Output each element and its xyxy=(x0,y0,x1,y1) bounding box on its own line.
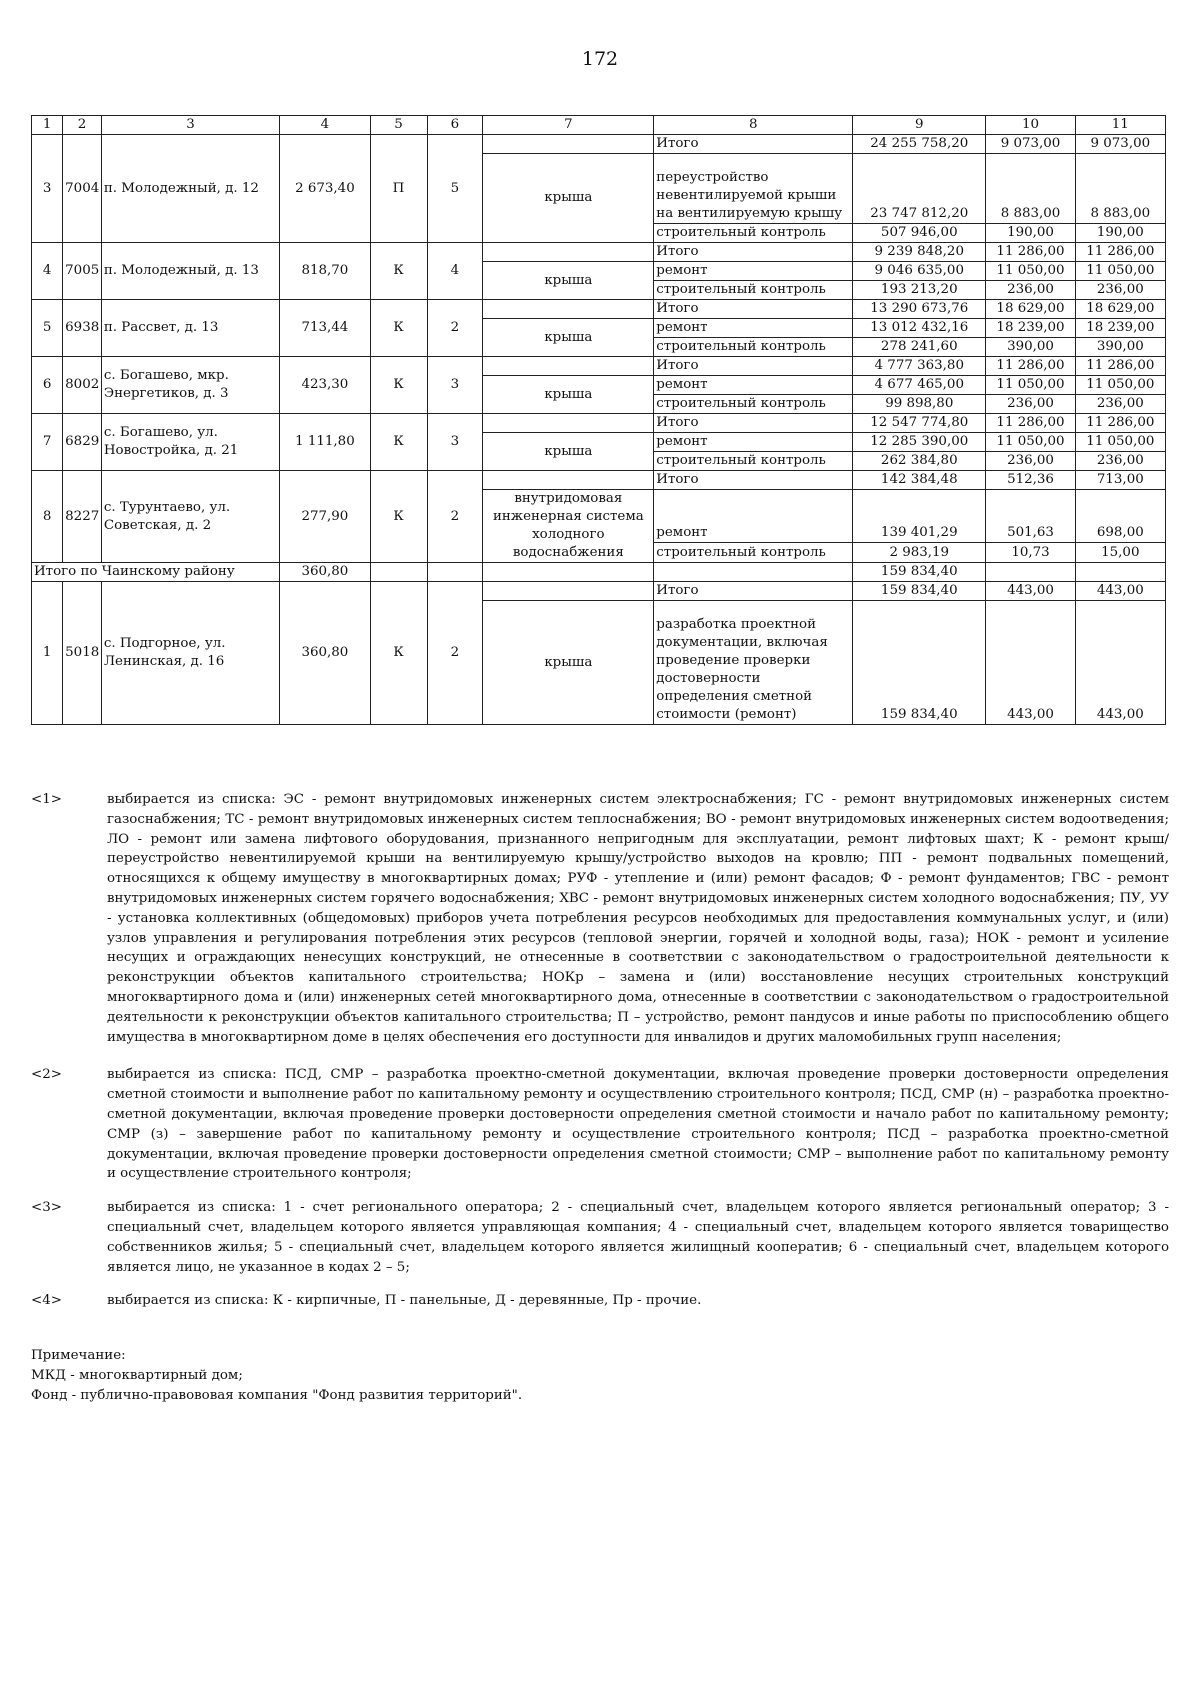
control-cost: 262 384,80 xyxy=(853,452,986,471)
structural-element: крыша xyxy=(483,319,654,357)
row-number: 6 xyxy=(32,357,63,414)
floors-count: 3 xyxy=(427,357,483,414)
repair-table xyxy=(31,115,1166,725)
work-cost: 12 285 390,00 xyxy=(853,433,986,452)
itogo-label: Итого xyxy=(654,300,853,319)
house-address: п. Молодежный, д. 12 xyxy=(101,135,279,243)
itogo-unit-cost: 11 286,00 xyxy=(986,243,1075,262)
footnote-3 xyxy=(31,1198,1169,1277)
itogo-cost: 4 777 363,80 xyxy=(853,357,986,376)
column-header: 4 xyxy=(280,116,370,135)
row-number: 1 xyxy=(32,582,63,725)
house-area: 423,30 xyxy=(280,357,370,414)
house-code: 7004 xyxy=(63,135,102,243)
control-limit: 236,00 xyxy=(1075,281,1165,300)
work-type: переустройство невентилируемой крыши на вентилируемую крышу xyxy=(654,154,853,224)
work-type: ремонт xyxy=(654,319,853,338)
control-cost: 507 946,00 xyxy=(853,224,986,243)
structural-element: крыша xyxy=(483,433,654,471)
footnote-key: <4> xyxy=(31,1293,62,1309)
control-limit: 190,00 xyxy=(1075,224,1165,243)
itogo-limit: 713,00 xyxy=(1075,471,1165,490)
house-address: с. Богашево, ул. Новостройка, д. 21 xyxy=(101,414,279,471)
itogo-cost: 142 384,48 xyxy=(853,471,986,490)
wall-material: К xyxy=(370,582,427,725)
house-area: 818,70 xyxy=(280,243,370,300)
work-limit: 11 050,00 xyxy=(1075,376,1165,395)
remarks-title: Примечание: xyxy=(31,1348,126,1363)
control-type: строительный контроль xyxy=(654,395,853,414)
house-area: 360,80 xyxy=(280,582,370,725)
itogo-label: Итого xyxy=(654,414,853,433)
footnote-2 xyxy=(31,1065,1169,1184)
control-cost: 278 241,60 xyxy=(853,338,986,357)
row-number: 8 xyxy=(32,471,63,563)
control-type: строительный контроль xyxy=(654,224,853,243)
work-cost: 4 677 465,00 xyxy=(853,376,986,395)
work-type: разработка проектной документации, включая проведение проверки достоверности определения сметной стоимости (ремонт) xyxy=(654,601,853,725)
footnote-text: выбирается из списка: ЭС - ремонт внутридомовых инженерных систем электроснабжения; ГС - ремонт внутридомовых инженерных систем газоснабжения; ТС - ремонт внутридомовых инженерных систем теплоснабжения; ВО - ремонт внутридомовых инженерных систем водоотведения; ЛО - ремонт или замена лифтового оборудования, признанного непригодным для эксплуатации, ремонт лифтовых шахт; К - ремонт крыш/переустройство невентилируемой крыши на вентилируемую крышу/устройство выходов на кровлю; ПП - ремонт подвальных помещений, относящихся к общему имуществу в многоквартирных домах; РУФ - утепление и (или) ремонт фасадов; Ф - ремонт фундаментов; ГВС - ремонт внутридомовых инженерных систем горячего водоснабжения; ХВС - ремонт внутридомовых инженерных систем холодного водоснабжения; ПУ, УУ - установка коллективных (общедомовых) приборов учета потребления ресурсов необходимых для предоставления коммунальных услуг, и (или) узлов управления и регулирования потребления этих ресурсов (тепловой энергии, горячей и холодной воды, газа); НОК - ремонт и усиление несущих и ограждающих ненесущих конструкций, не отнесенные в соответствии с законодательством о градостроительной деятельности к реконструкции объектов капитального строительства; НОКр – замена и (или) восстановление несущих строительных конструкций многоквартирного дома и (или) инженерных сетей многоквартирного дома, отнесенные в соответствии с законодательством о градостроительной деятельности к реконструкции объектов капитального строительства; П – устройство, ремонт пандусов и иные работы по приспособлению общего имущества в многоквартирном доме в целях обеспечения его доступности для инвалидов и других маломобильных групп населения; xyxy=(107,792,1169,1045)
itogo-cost: 24 255 758,20 xyxy=(853,135,986,154)
wall-material: К xyxy=(370,357,427,414)
house-code: 7005 xyxy=(63,243,102,300)
floors-count: 2 xyxy=(427,471,483,563)
control-unit-cost: 10,73 xyxy=(986,542,1075,562)
itogo-label: Итого xyxy=(654,471,853,490)
column-header: 8 xyxy=(654,116,853,135)
empty-cell xyxy=(483,582,654,601)
itogo-limit: 11 286,00 xyxy=(1075,357,1165,376)
itogo-limit: 443,00 xyxy=(1075,582,1165,601)
house-code: 6829 xyxy=(63,414,102,471)
empty-cell xyxy=(483,414,654,433)
work-unit-cost: 11 050,00 xyxy=(986,433,1075,452)
work-limit: 18 239,00 xyxy=(1075,319,1165,338)
wall-material: К xyxy=(370,300,427,357)
work-type: ремонт xyxy=(654,490,853,543)
page-number: 172 xyxy=(581,48,619,70)
control-cost: 193 213,20 xyxy=(853,281,986,300)
itogo-unit-cost: 512,36 xyxy=(986,471,1075,490)
house-code: 6938 xyxy=(63,300,102,357)
empty-cell xyxy=(483,563,654,582)
itogo-label: Итого xyxy=(654,582,853,601)
itogo-cost: 9 239 848,20 xyxy=(853,243,986,262)
work-limit: 8 883,00 xyxy=(1075,154,1165,224)
work-unit-cost: 443,00 xyxy=(986,601,1075,725)
column-header: 7 xyxy=(483,116,654,135)
floors-count: 2 xyxy=(427,582,483,725)
work-cost: 9 046 635,00 xyxy=(853,262,986,281)
structural-element: крыша xyxy=(483,154,654,243)
footnote-1 xyxy=(31,790,1169,1047)
empty-cell xyxy=(483,300,654,319)
district-total-area: 360,80 xyxy=(280,563,370,582)
work-unit-cost: 501,63 xyxy=(986,490,1075,543)
itogo-limit: 11 286,00 xyxy=(1075,243,1165,262)
row-number: 4 xyxy=(32,243,63,300)
work-unit-cost: 11 050,00 xyxy=(986,262,1075,281)
empty-cell xyxy=(654,563,853,582)
empty-cell xyxy=(427,563,483,582)
house-area: 1 111,80 xyxy=(280,414,370,471)
control-type: строительный контроль xyxy=(654,452,853,471)
work-cost: 23 747 812,20 xyxy=(853,154,986,224)
district-total-cost: 159 834,40 xyxy=(853,563,986,582)
floors-count: 2 xyxy=(427,300,483,357)
itogo-cost: 12 547 774,80 xyxy=(853,414,986,433)
column-header: 9 xyxy=(853,116,986,135)
work-unit-cost: 11 050,00 xyxy=(986,376,1075,395)
floors-count: 5 xyxy=(427,135,483,243)
empty-cell xyxy=(483,357,654,376)
itogo-unit-cost: 9 073,00 xyxy=(986,135,1075,154)
work-unit-cost: 18 239,00 xyxy=(986,319,1075,338)
structural-element: крыша xyxy=(483,376,654,414)
work-type: ремонт xyxy=(654,376,853,395)
house-code: 8227 xyxy=(63,471,102,563)
house-address: с. Турунтаево, ул. Советская, д. 2 xyxy=(101,471,279,563)
house-code: 8002 xyxy=(63,357,102,414)
work-limit: 698,00 xyxy=(1075,490,1165,543)
itogo-unit-cost: 443,00 xyxy=(986,582,1075,601)
floors-count: 4 xyxy=(427,243,483,300)
itogo-unit-cost: 18 629,00 xyxy=(986,300,1075,319)
empty-cell xyxy=(370,563,427,582)
empty-cell xyxy=(483,135,654,154)
house-area: 713,44 xyxy=(280,300,370,357)
wall-material: К xyxy=(370,471,427,563)
control-limit: 15,00 xyxy=(1075,542,1165,562)
control-unit-cost: 236,00 xyxy=(986,452,1075,471)
footnote-text: выбирается из списка: К - кирпичные, П - панельные, Д - деревянные, Пр - прочие. xyxy=(107,1293,702,1309)
house-address: п. Рассвет, д. 13 xyxy=(101,300,279,357)
control-cost: 99 898,80 xyxy=(853,395,986,414)
footnotes xyxy=(31,790,1169,1325)
work-cost: 139 401,29 xyxy=(853,490,986,543)
itogo-cost: 13 290 673,76 xyxy=(853,300,986,319)
itogo-unit-cost: 11 286,00 xyxy=(986,357,1075,376)
control-type: строительный контроль xyxy=(654,281,853,300)
itogo-label: Итого xyxy=(654,135,853,154)
house-code: 5018 xyxy=(63,582,102,725)
work-cost: 13 012 432,16 xyxy=(853,319,986,338)
house-area: 2 673,40 xyxy=(280,135,370,243)
footnote-key: <2> xyxy=(31,1067,62,1083)
district-total-label: Итого по Чаинскому району xyxy=(32,563,280,582)
control-cost: 2 983,19 xyxy=(853,542,986,562)
column-header: 1 xyxy=(32,116,63,135)
column-header: 11 xyxy=(1075,116,1165,135)
wall-material: П xyxy=(370,135,427,243)
house-address: с. Подгорное, ул. Ленинская, д. 16 xyxy=(101,582,279,725)
footnote-text: выбирается из списка: ПСД, СМР – разработка проектно-сметной документации, включая проведение проверки достоверности определения сметной стоимости и выполнение работ по капитальному ремонту и осуществлению строительного контроля; ПСД, СМР (н) – разработка проектно-сметной документации, включая проведение проверки достоверности определения сметной стоимости и начало работ по капитальному ремонту; СМР (з) – завершение работ по капитальному ремонту и осуществление строительного контроля; ПСД – разработка проектно-сметной документации, включая проведение проверки достоверности определения сметной стоимости; СМР – выполнение работ по капитальному ремонту и осуществление строительного контроля; xyxy=(107,1067,1169,1182)
work-type: ремонт xyxy=(654,433,853,452)
remarks xyxy=(31,1346,522,1406)
empty-cell xyxy=(483,471,654,490)
house-address: с. Богашево, мкр. Энергетиков, д. 3 xyxy=(101,357,279,414)
remark-line: МКД - многоквартирный дом; xyxy=(31,1368,243,1383)
column-header: 5 xyxy=(370,116,427,135)
row-number: 5 xyxy=(32,300,63,357)
itogo-label: Итого xyxy=(654,243,853,262)
work-limit: 11 050,00 xyxy=(1075,262,1165,281)
structural-element: внутридомовая инженерная система холодного водоснабжения xyxy=(483,490,654,563)
work-type: ремонт xyxy=(654,262,853,281)
column-header: 2 xyxy=(63,116,102,135)
itogo-limit: 9 073,00 xyxy=(1075,135,1165,154)
control-unit-cost: 390,00 xyxy=(986,338,1075,357)
work-unit-cost: 8 883,00 xyxy=(986,154,1075,224)
empty-cell xyxy=(483,243,654,262)
row-number: 3 xyxy=(32,135,63,243)
column-header: 3 xyxy=(101,116,279,135)
house-address: п. Молодежный, д. 13 xyxy=(101,243,279,300)
empty-cell xyxy=(1075,563,1165,582)
footnote-key: <1> xyxy=(31,792,62,807)
control-unit-cost: 236,00 xyxy=(986,395,1075,414)
structural-element: крыша xyxy=(483,601,654,725)
empty-cell xyxy=(986,563,1075,582)
work-limit: 443,00 xyxy=(1075,601,1165,725)
footnote-key: <3> xyxy=(31,1200,62,1216)
itogo-cost: 159 834,40 xyxy=(853,582,986,601)
itogo-label: Итого xyxy=(654,357,853,376)
footnote-text: выбирается из списка: 1 - счет регионального оператора; 2 - специальный счет, владельцем которого является региональный оператор; 3 - специальный счет, владельцем которого является управляющая компания; 4 - специальный счет, владельцем которого является товарищество собственников жилья; 5 - специальный счет, владельцем которого является жилищный кооператив; 6 - специальный счет, владельцем которого является лицо, не указанное в кодах 2 – 5; xyxy=(107,1200,1169,1275)
remark-line: Фонд - публично-правововая компания "Фонд развития территорий". xyxy=(31,1388,523,1403)
footnote-4 xyxy=(31,1291,1169,1311)
control-unit-cost: 236,00 xyxy=(986,281,1075,300)
itogo-limit: 11 286,00 xyxy=(1075,414,1165,433)
control-type: строительный контроль xyxy=(654,338,853,357)
control-limit: 236,00 xyxy=(1075,395,1165,414)
itogo-unit-cost: 11 286,00 xyxy=(986,414,1075,433)
itogo-limit: 18 629,00 xyxy=(1075,300,1165,319)
control-type: строительный контроль xyxy=(654,542,853,562)
work-limit: 11 050,00 xyxy=(1075,433,1165,452)
wall-material: К xyxy=(370,414,427,471)
control-limit: 236,00 xyxy=(1075,452,1165,471)
wall-material: К xyxy=(370,243,427,300)
column-header: 10 xyxy=(986,116,1075,135)
house-area: 277,90 xyxy=(280,471,370,563)
structural-element: крыша xyxy=(483,262,654,300)
column-header: 6 xyxy=(427,116,483,135)
row-number: 7 xyxy=(32,414,63,471)
control-unit-cost: 190,00 xyxy=(986,224,1075,243)
work-cost: 159 834,40 xyxy=(853,601,986,725)
control-limit: 390,00 xyxy=(1075,338,1165,357)
floors-count: 3 xyxy=(427,414,483,471)
